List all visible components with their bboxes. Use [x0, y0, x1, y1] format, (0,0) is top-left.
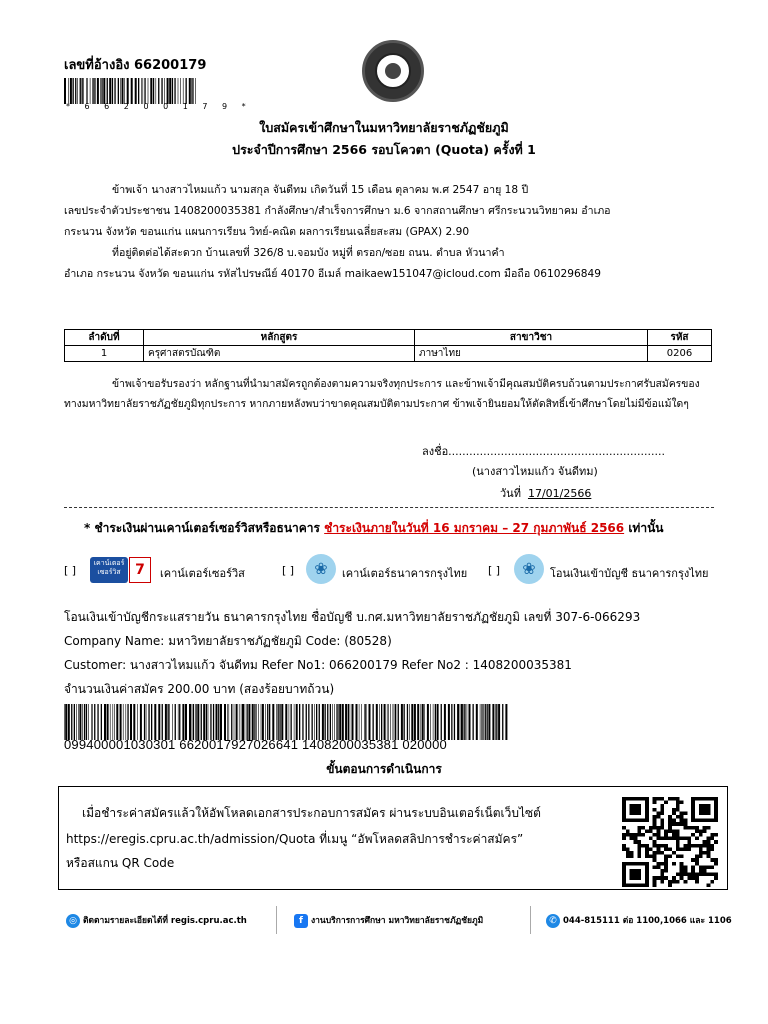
- bank-account-info: โอนเงินเข้าบัญชีกระแสรายวัน ธนาคารกรุงไทย ชื่อบัญชี บ.กศ.มหาวิทยาลัยราชภัฏชัยภูมิ เลขที่ 307-6-066293: [64, 610, 641, 624]
- qr-code[interactable]: [622, 797, 718, 887]
- footer-facebook-text: งานบริการการศึกษา มหาวิทยาลัยราชภัฏชัยภูมิ: [311, 916, 484, 926]
- counter-service-logo: เคาน์เตอร์ เซอร์วิส: [90, 557, 128, 583]
- payment-deadline: ชำระเงินภายในวันที่ 16 มกราคม – 27 กุมภาพันธ์ 2566: [324, 521, 625, 535]
- payment-title-suffix: เท่านั้น: [628, 521, 664, 535]
- footer-website-text: ติดตามรายละเอียดได้ที่ regis.cpru.ac.th: [83, 916, 247, 926]
- date-value: 17/01/2566: [527, 487, 592, 500]
- option-ktb-transfer: โอนเงินเข้าบัญชี ธนาคารกรุงไทย: [550, 567, 709, 580]
- form-subtitle: ประจำปีการศึกษา 2566 รอบโควตา (Quota) ครั้งที่ 1: [232, 142, 536, 157]
- table-cell: ภาษาไทย: [415, 346, 648, 362]
- course-table: [64, 329, 712, 362]
- instruction-line-2: https://eregis.cpru.ac.th/admission/Quota ที่เมนู “อัพโหลดสลิปการชำระค่าสมัคร”: [66, 832, 524, 846]
- applicant-line-4: ที่อยู่ติดต่อได้สะดวก บ้านเลขที่ 326/8 บ.จอมบัง หมู่ที่ ตรอก/ซอย ถนน. ตำบล หัวนาคำ: [112, 247, 505, 259]
- instruction-line-1: เมื่อชำระค่าสมัครแล้วให้อัพโหลดเอกสารประกอบการสมัคร ผ่านระบบอินเตอร์เน็ตเว็บไซต์: [82, 806, 541, 820]
- footer-website[interactable]: [66, 913, 247, 928]
- signature-name: (นางสาวไหมแก้ว จันดีทม): [472, 465, 598, 478]
- applicant-line-2: เลขประจำตัวประชาชน 1408200035381 กำลังศึกษา/สำเร็จการศึกษา ม.6 จากสถานศึกษา ศรีกระนวนวิทยาคม อำเภอ: [64, 205, 611, 217]
- customer-refs: Customer: นางสาวไหมแก้ว จันดีทม Refer No1: 066200179 Refer No2 : 1408200035381: [64, 658, 572, 672]
- footer-phone[interactable]: [546, 913, 732, 928]
- footer-facebook[interactable]: [294, 913, 483, 928]
- payment-title-prefix: * ชำระเงินผ่านเคาน์เตอร์เซอร์วิสหรือธนาคาร: [84, 521, 320, 535]
- option-ktb-counter: เคาน์เตอร์ธนาคารกรุงไทย: [342, 567, 468, 580]
- seven-eleven-logo: 7: [129, 557, 151, 583]
- column-header: ลำดับที่: [65, 330, 144, 346]
- applicant-line-3: กระนวน จังหวัด ขอนแก่น แผนการเรียน วิทย์-คณิต ผลการเรียนเฉลี่ยสะสม (GPAX) 2.90: [64, 226, 470, 238]
- table-header-row: [65, 330, 712, 346]
- option-counter-service: เคาน์เตอร์เซอร์วิส: [160, 567, 245, 580]
- applicant-line-5: อำเภอ กระนวน จังหวัด ขอนแก่น รหัสไปรษณีย์ 40170 อีเมล์ maikaew151047@icloud.com มือถือ 0610296849: [64, 268, 601, 280]
- footer-divider: [276, 906, 277, 934]
- reference-barcode-text: * 6 6 2 0 0 1 7 9 *: [66, 102, 252, 111]
- company-name: Company Name: มหาวิทยาลัยราชภัฏชัยภูมิ Code: (80528): [64, 634, 392, 648]
- fee-amount: จำนวนเงินค่าสมัคร 200.00 บาท (สองร้อยบาทถ้วน): [64, 682, 335, 696]
- reference-barcode: [64, 78, 198, 104]
- checkbox-ktb-counter[interactable]: [ ]: [282, 564, 295, 577]
- column-header: รหัส: [648, 330, 712, 346]
- table-cell: 0206: [648, 346, 712, 362]
- signature-line: ลงชื่อ..............................................................: [422, 445, 665, 458]
- checkbox-ktb-transfer[interactable]: [ ]: [488, 564, 501, 577]
- payment-barcode-text: 099400001030301 6620017927026641 1408200035381 020000: [64, 737, 447, 752]
- footer-phone-text: 044-815111 ต่อ 1100,1066 และ 1106: [563, 916, 732, 926]
- ktb-bank-logo: ❀: [306, 554, 336, 584]
- footer-divider: [530, 906, 531, 934]
- date-label: วันที่: [500, 487, 521, 500]
- table-cell: ครุศาสตรบัณฑิต: [144, 346, 415, 362]
- column-header: หลักสูตร: [144, 330, 415, 346]
- ktb-bank-logo: ❀: [514, 554, 544, 584]
- divider: [64, 507, 714, 508]
- declaration-text: [64, 375, 716, 414]
- payment-title: [84, 519, 663, 538]
- facebook-icon: f: [294, 914, 308, 928]
- steps-title: ขั้นตอนการดำเนินการ: [326, 762, 442, 776]
- payment-barcode: [64, 704, 510, 740]
- instruction-line-3: หรือสแกน QR Code: [66, 856, 175, 870]
- signature-date: [500, 484, 591, 502]
- table-row: [65, 346, 712, 362]
- table-cell: 1: [65, 346, 144, 362]
- reference-number: เลขที่อ้างอิง 66200179: [64, 58, 207, 73]
- phone-icon: ✆: [546, 914, 560, 928]
- form-title: ใบสมัครเข้าศึกษาในมหาวิทยาลัยราชภัฏชัยภูมิ: [259, 120, 509, 135]
- applicant-details: [64, 180, 714, 285]
- globe-icon: ◎: [66, 914, 80, 928]
- checkbox-counter-service[interactable]: [ ]: [64, 564, 77, 577]
- declaration-body: ข้าพเจ้าขอรับรองว่า หลักฐานที่นำมาสมัครถูกต้องตามความจริงทุกประการ และข้าพเจ้ามีคุณสมบัติครบถ้วนตามประกาศรับสมัครของทางมหาวิทยาลัยราชภัฏชัยภูมิทุกประการ หากภายหลังพบว่าขาดคุณสมบัติตามประกาศ ข้าพเจ้ายินยอมให้ตัดสิทธิ์เข้าศึกษาโดยไม่มีข้อแม้ใดๆ: [64, 378, 700, 410]
- column-header: สาขาวิชา: [415, 330, 648, 346]
- applicant-line-1: ข้าพเจ้า นางสาวไหมแก้ว นามสกุล จันดีทม เกิดวันที่ 15 เดือน ตุลาคม พ.ศ 2547 อายุ 18 ปี: [112, 184, 529, 196]
- university-seal-logo: [362, 40, 424, 102]
